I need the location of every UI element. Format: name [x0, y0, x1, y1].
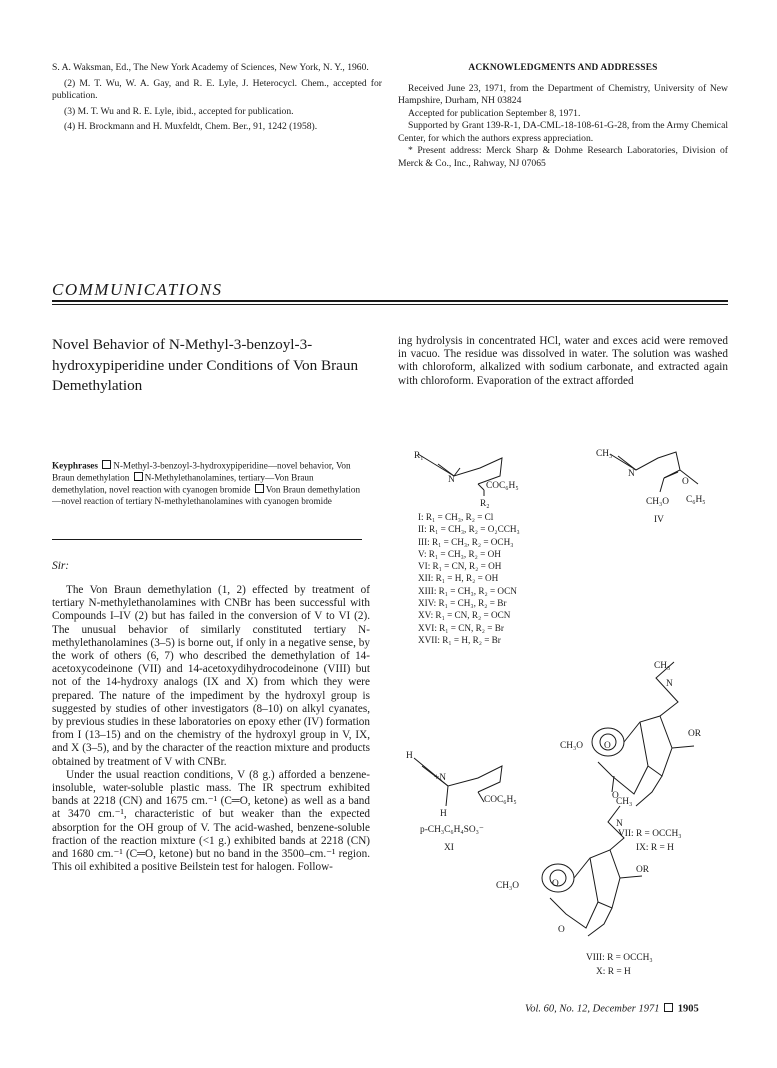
box-separator-icon — [102, 460, 111, 469]
reference-item: (4) H. Brockmann and H. Muxfeldt, Chem. Ber., 91, 1242 (1958). — [64, 121, 318, 132]
page-number: 1905 — [677, 1003, 699, 1015]
legend-item: III: R₁ = CH₃, R₂ = OCH₃ — [418, 536, 514, 547]
references-block — [52, 62, 382, 137]
tosylate-label: p-CH₃C₆H₄SO₃⁻ — [420, 825, 484, 835]
legend-item: I: R₁ = CH₃, R₂ = Cl — [418, 512, 494, 522]
box-separator-icon — [134, 472, 143, 481]
legend-item: V: R₁ = CH₃, R₂ = OH — [418, 548, 501, 559]
o-label: O — [682, 477, 689, 487]
or-label: OR — [636, 865, 650, 875]
ack-paragraph: Received June 23, 1971, from the Department of Chemistry, University of New Hampshire, Durham, NH 03824 — [398, 82, 728, 106]
vii-label: VII: R = OCCH₃ — [618, 829, 682, 839]
box-separator-icon — [664, 1003, 673, 1012]
ix-label: IX: R = H — [636, 843, 674, 853]
salutation: Sir: — [52, 560, 70, 572]
n-label: N — [616, 819, 623, 829]
article-title: Novel Behavior of N-Methyl-3-benzoyl-3-hydroxypiperidine under Conditions of Von Braun Demethylation — [52, 336, 359, 394]
coc6h5-label: COC₆H₅ — [486, 481, 519, 491]
viii-label: VIII: R = OCCH₃ — [586, 953, 653, 963]
ack-paragraph: * Present address: Merck Sharp & Dohme Research Laboratories, Division of Merck & Co., Inc., Rahway, NJ 07065 — [398, 145, 728, 169]
ch3o-label: CH₃O — [496, 881, 520, 891]
keyphrases-rule — [52, 539, 362, 540]
section-title: COMMUNICATIONS — [52, 280, 223, 299]
reference-item: (2) M. T. Wu, W. A. Gay, and R. E. Lyle, J. Heterocycl. Chem., accepted for publication. — [52, 77, 382, 101]
o-label: O — [612, 791, 619, 801]
legend-item: VI: R₁ = CN, R₂ = OH — [418, 561, 502, 572]
body-paragraph: The Von Braun demethylation (1, 2) effected by treatment of tertiary N-methylethanolamines with CNBr has been successful with Compounds I–IV (2) but has failed in the conversion of V to VI (2). The unusual behavior of similarly constituted tertiary N-methylethanolamines (3–5) is borne out, if only in a negative sense, by the work of others (6, 7) who described the demethylation of 14-acetoxycodeinone (VII) and 14-acetoxydihydrocodeinone (VIII) but not of the 14-hydroxy analogs (IX and X) from which they were prepared. The nature of the impediment by the hydroxyl group is suggested by studies of other investigators (8–10) on alkyl cyanates, by previous studies in these laboratories on epoxy ether (IV) formation from I (13–15) and on the chemistry of the hydroxyl group in V, IX, and X (3–5), and by the character of the reaction mixture and products obtained by treatment of V with CNBr. — [52, 584, 370, 768]
section-rule-thin — [52, 304, 728, 305]
keyphrase-item: Von Braun demethylation—novel reaction of tertiary N-methylethanolamines with cyanogen bromide — [52, 484, 361, 507]
ch3-label: CH₃ — [654, 661, 671, 671]
h-label: H — [440, 809, 447, 819]
page-footer — [525, 1003, 699, 1015]
legend-item: XII: R₁ = H, R₂ = OH — [418, 573, 499, 584]
o-label: O — [558, 925, 565, 935]
ch3o-label: CH₃O — [560, 741, 584, 751]
box-separator-icon — [255, 484, 264, 493]
keyphrases-block — [52, 460, 362, 508]
n-label: N — [448, 475, 455, 485]
legend-item: XVI: R₁ = CN, R₂ = Br — [418, 622, 504, 633]
keyphrases-label: Keyphrases — [52, 460, 98, 471]
reference-item: S. A. Waksman, Ed., The New York Academy of Sciences, New York, N. Y., 1960. — [52, 62, 369, 73]
n-label: N — [666, 679, 673, 689]
legend-item: XV: R₁ = CN, R₂ = OCN — [418, 610, 511, 621]
c6h5-label: C₆H₅ — [686, 495, 706, 505]
plus-n-label: +N — [434, 773, 447, 783]
coc6h5-label: COC₆H₅ — [484, 795, 517, 805]
legend-item: II: R₁ = CH₃, R₂ = O₂CCH₃ — [418, 524, 520, 535]
body-paragraph: Under the usual reaction conditions, V (8 g.) afforded a benzene-insoluble, water-soluble plastic mass. The IR spectrum exhibited bands at 2218 (CN) and 1675 cm.⁻¹ (C═O, ketone) as well as a band at 3470 cm.⁻¹, characteristic of but weaker than the expected absorption for the OH group of V. The acid-washed, benzene-soluble fraction of the reaction mixture (<1 g.) exhibited bands at 2218 (CN) and 1680 cm.⁻¹ (C═O, ketone) but no band in the 3500–cm.⁻¹ region. This oil exhibited a positive Beilstein test for halogen. Follow- — [52, 768, 370, 874]
ack-paragraph: Accepted for publication September 8, 1971. — [408, 107, 581, 119]
ch3o-label: CH₃O — [646, 497, 670, 507]
xi-label: XI — [444, 843, 454, 853]
iv-label: IV — [654, 515, 664, 525]
or-label: OR — [688, 729, 702, 739]
body-paragraph: ing hydrolysis in concentrated HCl, water and exces acid were removed in vacuo. The residue was dissolved in water. The solution was washed with chloroform, alkalized with sodium carbonate, and extracted again with chloroform. Evaporation of the extract afforded — [398, 335, 728, 387]
legend-item: XVII: R₁ = H, R₂ = Br — [418, 634, 501, 645]
body-left-column — [52, 584, 370, 874]
r1-label: R₁ — [414, 451, 424, 461]
ch3-label: CH₃ — [616, 797, 633, 807]
n-label: N — [628, 469, 635, 479]
keyphrase-item: N-Methylethanolamines, tertiary—Von Braun demethylation, novel reaction with cyanogen bromide — [52, 472, 314, 495]
o-label: O — [552, 879, 559, 889]
x-label: X: R = H — [596, 967, 631, 977]
journal-citation: Vol. 60, No. 12, December 1971 — [525, 1003, 660, 1015]
legend-item: XIII: R₁ = CH₃, R₂ = OCN — [418, 585, 517, 596]
acknowledgments-title: ACKNOWLEDGMENTS AND ADDRESSES — [468, 63, 658, 73]
keyphrase-item: N-Methyl-3-benzoyl-3-hydroxypiperidine—novel behavior, Von Braun demethylation — [52, 460, 351, 483]
o-label: O — [604, 741, 611, 751]
compound-legend — [418, 511, 520, 646]
reference-item: (3) M. T. Wu and R. E. Lyle, ibid., accepted for publication. — [64, 105, 294, 117]
ch3-label: CH₃ — [596, 449, 613, 459]
h-label: H — [406, 751, 413, 761]
section-rule-thick — [52, 300, 728, 302]
legend-item: XIV: R₁ = CH₃, R₂ = Br — [418, 598, 507, 609]
body-right-column — [398, 335, 728, 388]
r2-label: R₂ — [480, 499, 490, 509]
acknowledgments-block — [398, 62, 728, 170]
ack-paragraph: Supported by Grant 139-R-1, DA-CML-18-108-61-G-28, from the Army Chemical Center, for which the authors express appreciation. — [398, 120, 728, 144]
